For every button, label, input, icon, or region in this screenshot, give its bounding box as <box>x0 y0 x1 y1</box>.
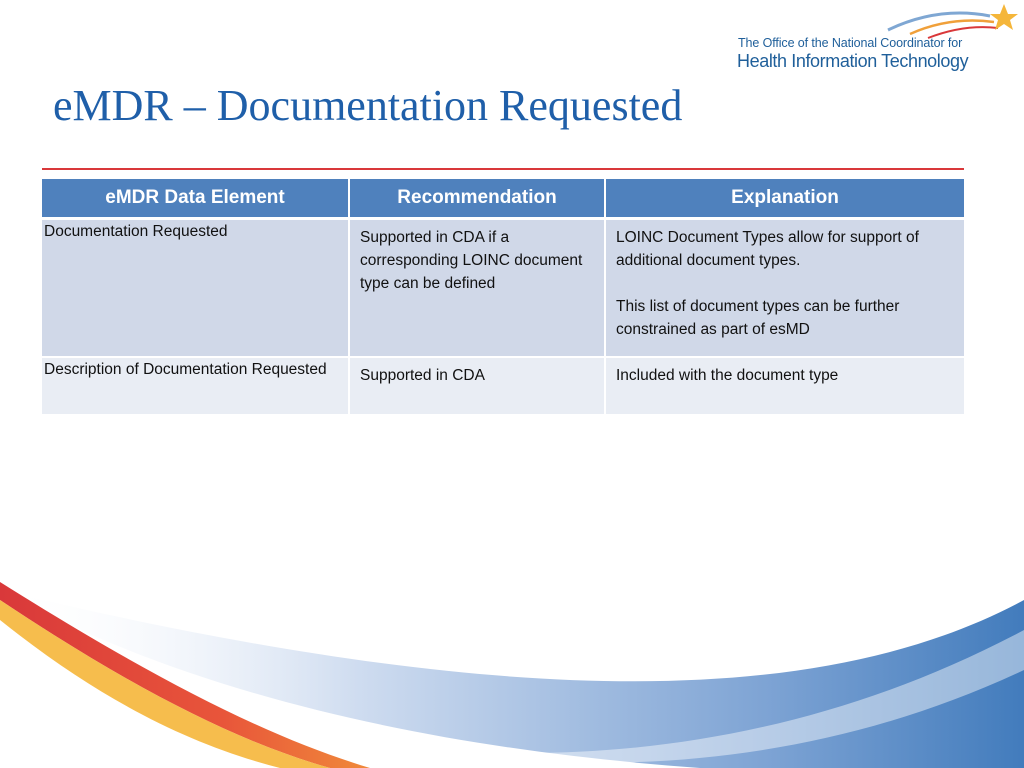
header-recommendation: Recommendation <box>349 179 605 219</box>
onc-logo <box>728 2 1020 74</box>
logo-text-line2: Health Information Technology <box>737 51 969 71</box>
explanation-paragraph: Included with the document type <box>616 367 839 384</box>
header-data-element: eMDR Data Element <box>42 179 349 219</box>
cell-recommendation: Supported in CDA <box>349 357 605 415</box>
explanation-paragraph: LOINC Document Types allow for support of additional document types. <box>616 229 919 269</box>
decorative-swoosh <box>0 560 1024 768</box>
table-row <box>42 357 964 415</box>
cell-recommendation: Supported in CDA if a corresponding LOINC document type can be defined <box>349 219 605 358</box>
header-explanation: Explanation <box>605 179 964 219</box>
cell-explanation <box>605 357 964 415</box>
cell-data-element: Documentation Requested <box>42 219 349 358</box>
table-header-row <box>42 179 964 219</box>
slide-title: eMDR – Documentation Requested <box>53 81 683 130</box>
logo-text-line1: The Office of the National Coordinator for <box>738 36 963 50</box>
recommendation-table <box>42 179 964 416</box>
title-divider <box>42 168 964 170</box>
table-row <box>42 219 964 358</box>
cell-explanation <box>605 219 964 358</box>
explanation-paragraph: This list of document types can be further constrained as part of esMD <box>616 298 900 338</box>
cell-data-element: Description of Documentation Requested <box>42 357 349 415</box>
